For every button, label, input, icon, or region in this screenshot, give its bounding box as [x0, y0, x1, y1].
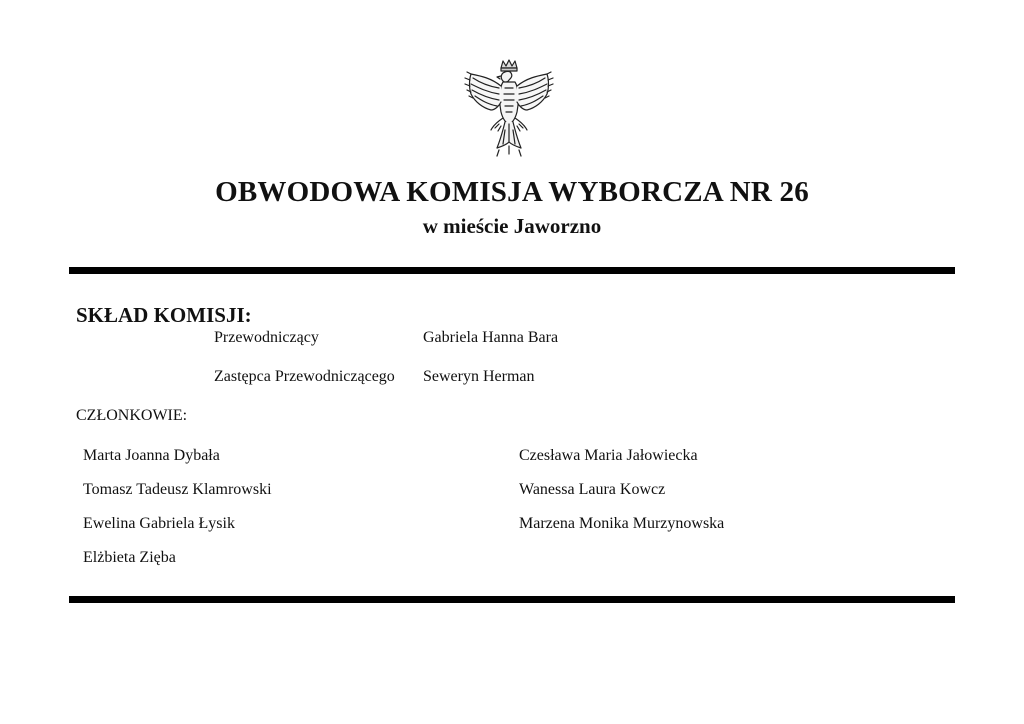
composition-heading: SKŁAD KOMISJI: [76, 303, 252, 327]
chair-name: Gabriela Hanna Bara [423, 329, 559, 346]
member-name: Marta Joanna Dybała [83, 447, 220, 464]
eagle-emblem-icon [461, 58, 557, 162]
commission-location: w mieście Jaworzno [422, 214, 602, 238]
member-name: Marzena Monika Murzynowska [519, 515, 725, 532]
bottom-divider [69, 596, 955, 603]
chair-role-label: Przewodniczący [214, 329, 319, 346]
member-name: Elżbieta Zięba [83, 549, 176, 566]
members-heading: CZŁONKOWIE: [76, 407, 188, 424]
member-name: Czesława Maria Jałowiecka [519, 447, 698, 464]
member-name: Ewelina Gabriela Łysik [83, 515, 235, 532]
member-name: Tomasz Tadeusz Klamrowski [83, 481, 272, 498]
deputy-chair-role-label: Zastępca Przewodniczącego [214, 368, 395, 385]
member-name: Wanessa Laura Kowcz [519, 481, 666, 498]
commission-title: OBWODOWA KOMISJA WYBORCZA NR 26 [215, 176, 809, 208]
top-divider [69, 267, 955, 274]
deputy-chair-name: Seweryn Herman [423, 368, 535, 385]
